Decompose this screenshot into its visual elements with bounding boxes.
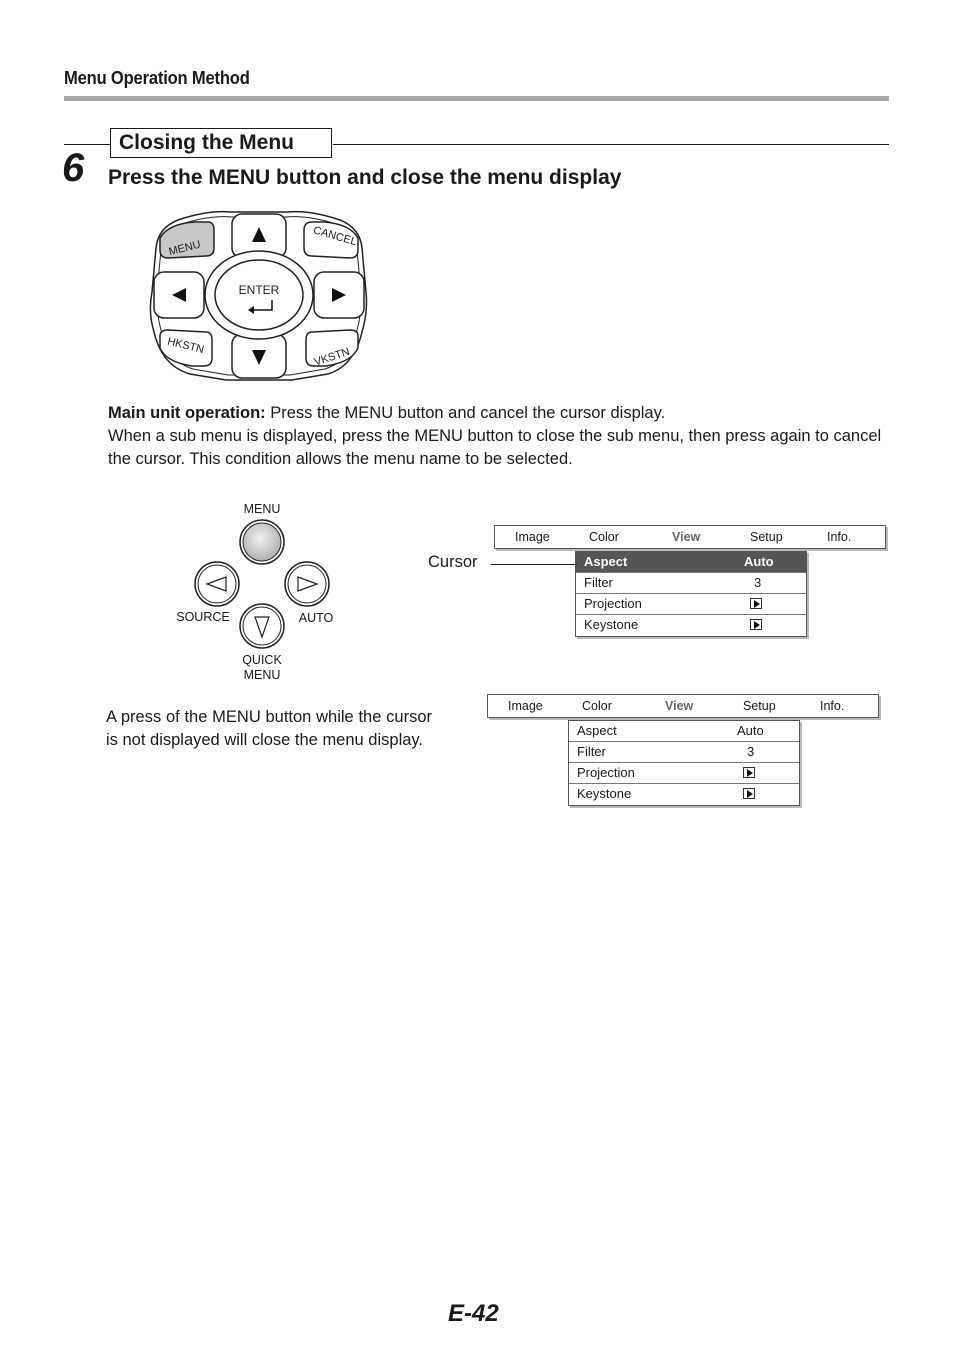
unit-quick-menu-button (240, 604, 284, 648)
remote-hkstn-label: HKSTN (166, 335, 206, 357)
right-arrow-icon (750, 598, 762, 609)
unit-menu-button (240, 520, 284, 564)
sub-item-aspect[interactable]: Aspect Auto (576, 552, 806, 573)
sub-item-filter[interactable]: Filter 3 (576, 573, 806, 594)
remote-control-diagram (148, 208, 370, 384)
unit-menu-label: MENU (243, 502, 281, 516)
right-arrow-icon (743, 767, 755, 778)
right-arrow-icon (750, 619, 762, 630)
unit-auto-label: AUTO (298, 611, 334, 625)
cursor-label: Cursor (428, 553, 478, 571)
remote-enter-label: ENTER (238, 283, 280, 297)
header-rule (64, 96, 889, 101)
remote-vkstn-button (306, 330, 358, 369)
right-arrow-icon (743, 788, 755, 799)
sub-item-filter[interactable]: Filter 3 (569, 742, 799, 763)
step-number: 6 (62, 146, 85, 190)
view-sub-menu (575, 551, 807, 637)
down-button (232, 334, 286, 378)
unit-quick-menu-label: MENU (243, 668, 281, 682)
tab-view[interactable]: View (665, 699, 694, 713)
unit-source-button (195, 562, 239, 606)
sub-item-aspect[interactable]: Aspect Auto (569, 721, 799, 742)
view-sub-menu (568, 720, 800, 806)
tab-info[interactable]: Info. (827, 530, 852, 544)
tab-color[interactable]: Color (589, 530, 619, 544)
remote-cancel-label: CANCEL (311, 224, 359, 249)
left-button (154, 272, 204, 318)
sub-item-keystone[interactable]: Keystone (569, 784, 799, 805)
tab-view[interactable]: View (672, 530, 701, 544)
cursor-pointer-line (491, 564, 577, 565)
remote-menu-label: MENU (167, 238, 202, 259)
unit-auto-button (285, 562, 329, 606)
tab-setup[interactable]: Setup (743, 699, 776, 713)
unit-source-label: SOURCE (176, 610, 230, 624)
menu-bar (494, 525, 886, 549)
sub-item-projection[interactable]: Projection (569, 763, 799, 784)
main-unit-text: Press the MENU button and cancel the cursor display. (265, 404, 666, 422)
sub-item-projection[interactable]: Projection (576, 594, 806, 615)
main-unit-paragraph (108, 402, 898, 425)
tab-image[interactable]: Image (508, 699, 543, 713)
sub-menu-paragraph: When a sub menu is displayed, press the MENU button to close the sub menu, then press again to cancel the cursor. This condition allows the menu name to be selected. (108, 427, 882, 468)
step-rule-right (333, 144, 889, 145)
tab-info[interactable]: Info. (820, 699, 845, 713)
remote-enter-button (215, 260, 303, 330)
right-button (314, 272, 364, 318)
closing-menu-box: Closing the Menu (110, 128, 332, 158)
tab-color[interactable]: Color (582, 699, 612, 713)
tab-image[interactable]: Image (515, 530, 550, 544)
main-unit-label: Main unit operation: (108, 404, 266, 422)
section-header: Menu Operation Method (64, 68, 250, 88)
step-rule-left (64, 144, 110, 145)
menu-bar (487, 694, 879, 718)
step-heading: Press the MENU button and close the menu display (108, 166, 622, 189)
tab-setup[interactable]: Setup (750, 530, 783, 544)
main-unit-diagram (166, 496, 366, 686)
remote-vkstn-label: VKSTN (312, 345, 352, 369)
unit-quick-label: QUICK (242, 653, 282, 667)
page-number: E-42 (448, 1300, 499, 1327)
sub-item-keystone[interactable]: Keystone (576, 615, 806, 636)
close-menu-paragraph: A press of the MENU button while the cursor is not displayed will close the menu display. (106, 708, 432, 749)
